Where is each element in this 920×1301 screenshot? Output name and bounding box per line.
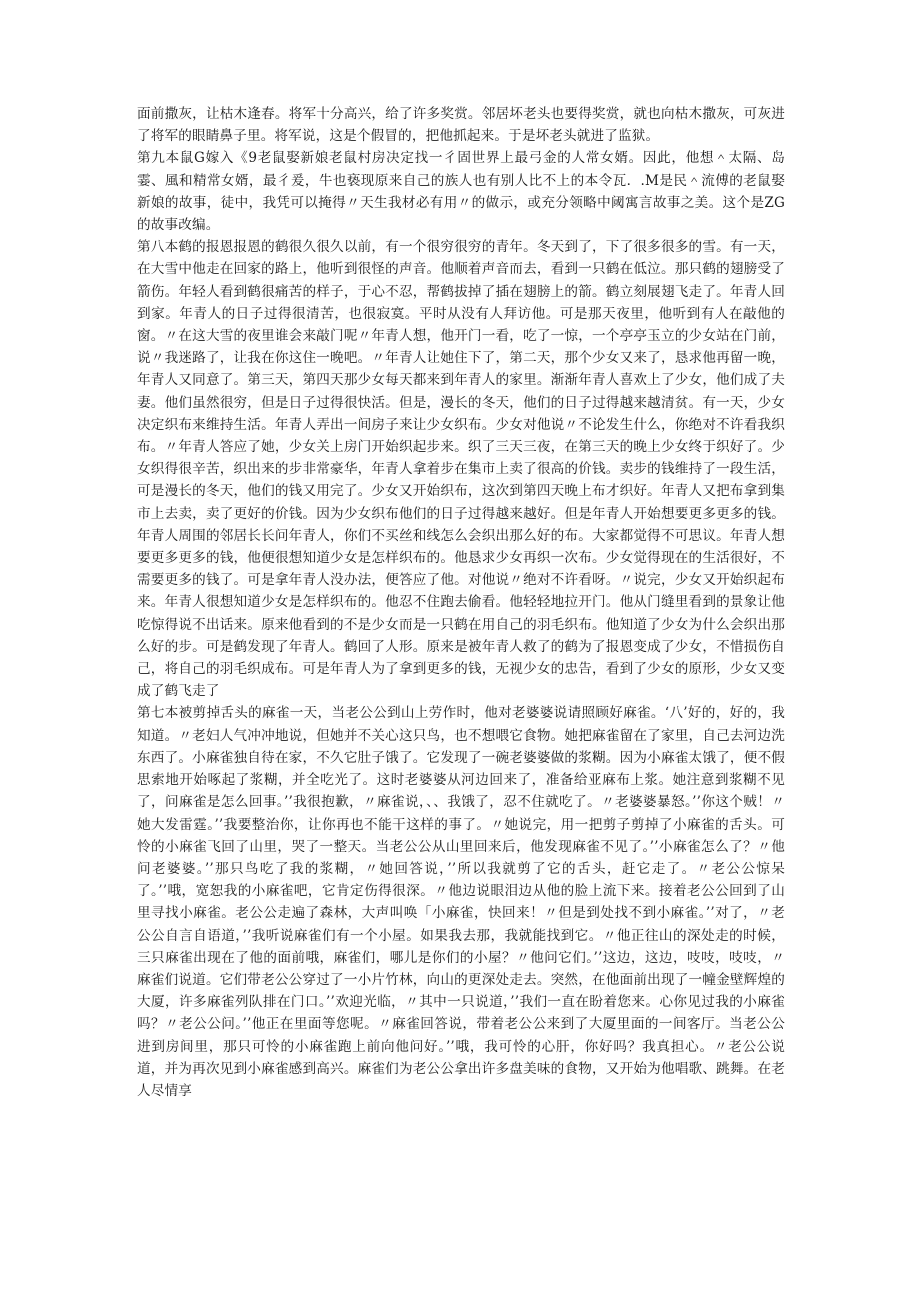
paragraph-scarecrow-ending: 面前撒灰，让枯木逢春。将军十分高兴，给了许多奖赏。邻居坏老头也要得奖赏，就也向枯木撒灰，可灰进了将军的眼睛鼻子里。将军说，这是个假冒的，把他抓起来。于是坏老头就进了监狱。 (137, 106, 785, 145)
paragraph-tongue-cut-sparrow: 第七本被剪掉舌头的麻雀一天，当老公公到山上劳作时，他对老婆婆说请照顾好麻雀。‘八’好的，好的，我知道。〃老妇人气冲冲地说，但她并不关心这只鸟，也不想喂它食物。她把麻雀留在了家里，自己去河边洗东西了。小麻雀独自待在家，不久它肚子饿了。它发现了一碗老婆婆做的浆糊。因为小麻雀太饿了，便不假思索地开始啄起了浆糊，并全吃光了。这时老婆婆从河边回来了，准备给亚麻布上浆。她注意到浆糊不见了，问麻雀是怎么回事。’’我很抱歉，〃麻雀说，、、我饿了，忍不住就吃了。〃老婆婆暴怒。’’你这个贼！〃她大发雷霆。’’我要整治你，让你再也不能干这样的事了。〃她说完，用一把剪子剪掉了小麻雀的舌头。可怜的小麻雀飞回了山里，哭了一整天。当老公公从山里回来后，他发现麻雀不见了。’’小麻雀怎么了？〃他问老婆婆。’’那只鸟吃了我的浆糊，〃她回答说，’’所以我就剪了它的舌头，赶它走了。〃老公公惊呆了。’’哦，宽恕我的小麻雀吧，它肯定伤得很深。〃他边说眼泪边从他的脸上流下来。接着老公公回到了山里寻找小麻雀。老公公走遍了森林，大声叫唤「小麻雀，快回来！〃但是到处找不到小麻雀。’’对了，〃老公公自言自语道，’’我听说麻雀们有一个小屋。如果我去那，我就能找到它。〃他正往山的深处走的时候，三只麻雀出现在了他的面前哦，麻雀们，哪儿是你们的小屋？〃他问它们。’’这边，这边，吱吱，吱吱，〃麻雀们说道。它们带老公公穿过了一小片竹林，向山的更深处走去。突然，在他面前出现了一幢金壁辉煌的大厦，许多麻雀列队排在门口。’’欢迎光临，〃其中一只说道，’’我们一直在盼着您来。心你见过我的小麻雀吗？〃老公公问。’’他正在里面等您呢。〃麻雀回答说，带着老公公来到了大厦里面的一间客厅。当老公公进到房间里，那只可怜的小麻雀跑上前向他问好。’’哦，我可怜的心肝，你好吗？我真担心。〃老公公说道，并为再次见到小麻雀感到高兴。麻雀们为老公公拿出许多盘美味的食物，又开始为他唱歌、跳舞。在老人尽情享 (137, 705, 785, 1099)
paragraph-mouse-wedding: 第九本鼠G嫁入《9老鼠娶新娘老鼠村房决定找一彳固世界上最弓金的人常女婿。因此，他想＾太隔、岛霎、風和精常女婿，最彳爰，牛也亵现原来自己的族人也有别人比不上的本令瓦．.M是民＾流傅的老鼠娶新娘的故事，徒中，我凭可以掩得〃天生我材必有用〃的做示，或充分领略中阈寓言故事之美。这个是ZG的故事改编。 (137, 150, 785, 234)
paragraph-crane-gratitude: 第八本鹤的报恩报恩的鹤很久很久以前，有一个很穷很穷的青年。冬天到了，下了很多很多的雪。有一天，在大雪中他走在回家的路上，他听到很怪的声音。他顺着声音而去，看到一只鹤在低泣。那只鹤的翅膀受了箭伤。年轻人看到鹤很痛苦的样子，于心不忍，帮鹤拔掉了插在翅膀上的箭。鹤立刻展翅飞走了。年青人回到家。年青人的日子过得很清苦，也很寂寞。平时从没有人拜访他。可是那天夜里，他听到有人在敲他的窗。〃在这大雪的夜里谁会来敲门呢〃年青人想，他开门一看，吃了一惊，一个亭亭玉立的少女站在门前，说〃我迷路了，让我在你这住一晚吧。〃年青人让她住下了，第二天，那个少女又来了，恳求他再留一晚，年青人又同意了。第三天，第四天那少女每天都来到年青人的家里。渐渐年青人喜欢上了少女，他们成了夫妻。他们虽然很穷，但是日子过得很快活。但是，漫长的冬天，他们的日子过得越来越清贫。有一天，少女决定织布来维持生活。年青人弄出一间房子来让少女织布。少女对他说〃不论发生什么，你绝对不许看我织布。〃年青人答应了她，少女关上房门开始织起步来。织了三天三夜，在第三天的晚上少女终于织好了。少女织得很辛苦，织出来的步非常豪华，年青人拿着步在集市上卖了很高的价钱。卖步的钱维持了一段生活，可是漫长的冬天，他们的钱又用完了。少女又开始织布，这次到第四天晚上布才织好。年青人又把布拿到集市上去卖，卖了更好的价钱。因为少女织布他们的日子过得越来越好。但是年青人开始想要更多更多的钱。年青人周围的邻居长长问年青人，你们不买丝和线怎么会织出那么好的布。大家都觉得不可思议。年青人想要更多更多的钱，他便很想知道少女是怎样织布的。他恳求少女再织一次布。少女觉得现在的生活很好，不需要更多的钱了。可是拿年青人没办法，便答应了他。对他说〃绝对不许看呀。〃说完，少女又开始织起布来。年青人很想知道少女是怎样织布的。他忍不住跑去偷看。他轻轻地拉开门。他从门缝里看到的景象让他吃惊得说不出话来。原来他看到的不是少女而是一只鹤在用自己的羽毛织布。他知道了少女为什么会织出那么好的步。可是鹤发现了年青人。鹤回了人形。原来是被年青人救了的鹤为了报恩变成了少女，不惜损伤自己，将自己的羽毛织成布。可是年青人为了拿到更多的钱，无视少女的忠告，看到了少女的原形，少女又变成了鹤飞走了 (137, 239, 785, 700)
document-page (137, 103, 785, 1102)
